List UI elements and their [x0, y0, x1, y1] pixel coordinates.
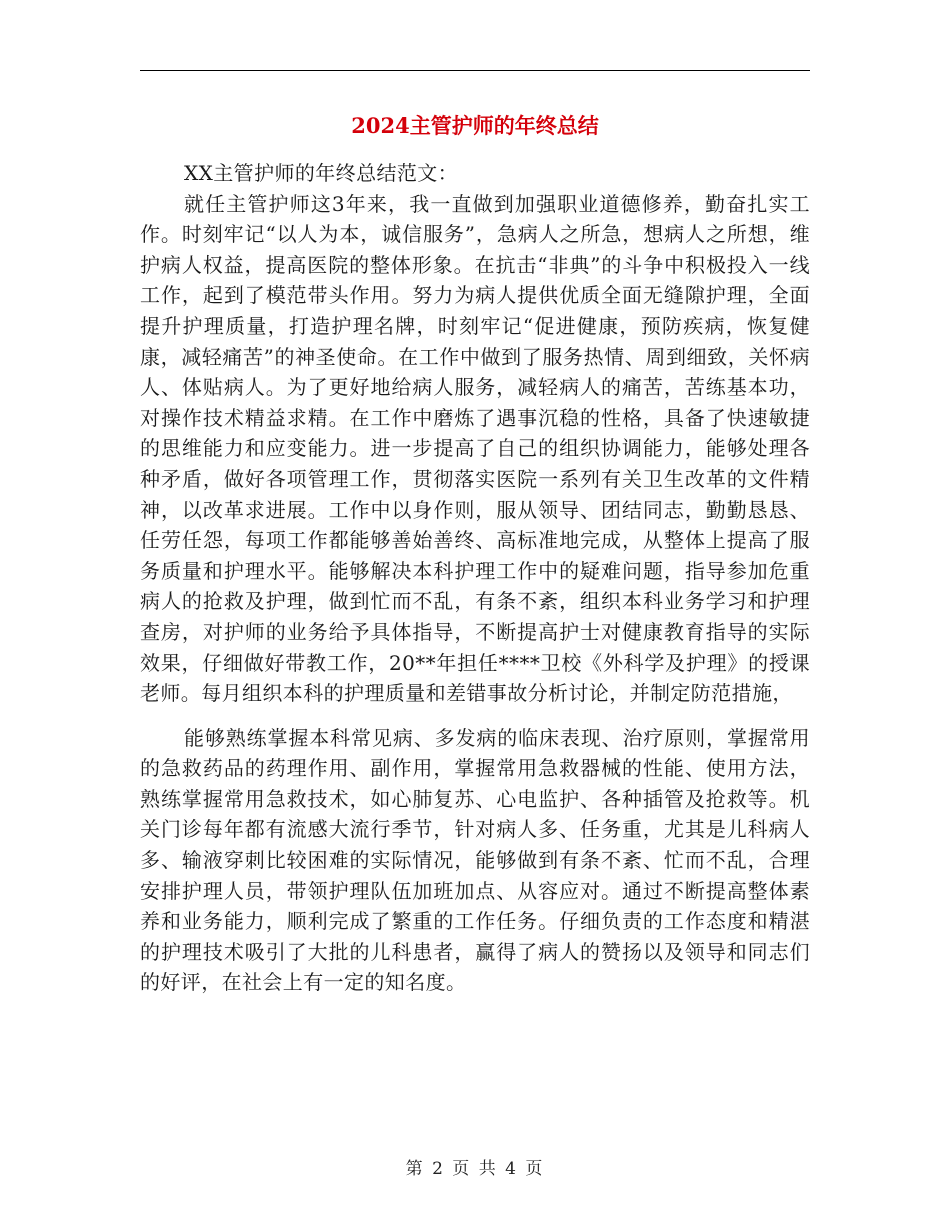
- paragraph-intro: XX主管护师的年终总结范文：: [184, 161, 459, 185]
- page-number-footer: 第 2 页 共 4 页: [405, 1159, 545, 1179]
- document-title: 2024主管护师的年终总结: [351, 113, 599, 138]
- header-rule: [140, 70, 810, 71]
- document-body: [140, 158, 810, 998]
- paragraph-skills: 能够熟练掌握本科常见病、多发病的临床表现、治疗原则，掌握常用的急救药品的药理作用、副作用，掌握常用急救器械的性能、使用方法，熟练掌握常用急救技术，如心肺复苏、心电监护、各种插管及抢救等。机关门诊每年都有流感大流行季节，针对病人多、任务重，尤其是儿科病人多、输液穿刺比较困难的实际情况，能够做到有条不紊、忙而不乱，合理安排护理人员，带领护理队伍加班加点、从容应对。通过不断提高整体素养和业务能力，顺利完成了繁重的工作任务。仔细负责的工作态度和精湛的护理技术吸引了大批的儿科患者，赢得了病人的赞扬以及领导和同志们的好评，在社会上有一定的知名度。: [140, 725, 810, 995]
- paragraph-main: 就任主管护师这3年来，我一直做到加强职业道德修养，勤奋扎实工作。时刻牢记“以人为本，诚信服务”，急病人之所急，想病人之所想，维护病人权益，提高医院的整体形象。在抗击“非典”的斗争中积极投入一线工作，起到了模范带头作用。努力为病人提供优质全面无缝隙护理，全面提升护理质量，打造护理名牌，时刻牢记“促进健康，预防疾病，恢复健康，减轻痛苦”的神圣使命。在工作中做到了服务热情、周到细致，关怀病人、体贴病人。为了更好地给病人服务，减轻病人的痛苦，苦练基本功，对操作技术精益求精。在工作中磨炼了遇事沉稳的性格，具备了快速敏捷的思维能力和应变能力。进一步提高了自己的组织协调能力，能够处理各种矛盾，做好各项管理工作，贯彻落实医院一系列有关卫生改革的文件精神，以改革求进展。工作中以身作则，服从领导、团结同志，勤勤恳恳、任劳任怨，每项工作都能够善始善终、高标准地完成，从整体上提高了服务质量和护理水平。能够解决本科护理工作中的疑难问题，指导参加危重病人的抢救及护理，做到忙而不乱，有条不紊，组织本科业务学习和护理查房，对护师的业务给予具体指导，不断提高护士对健康教育指导的实际效果，仔细做好带教工作，20**年担任****卫校《外科学及护理》的授课老师。每月组织本科的护理质量和差错事故分析讨论，并制定防范措施，: [140, 191, 810, 706]
